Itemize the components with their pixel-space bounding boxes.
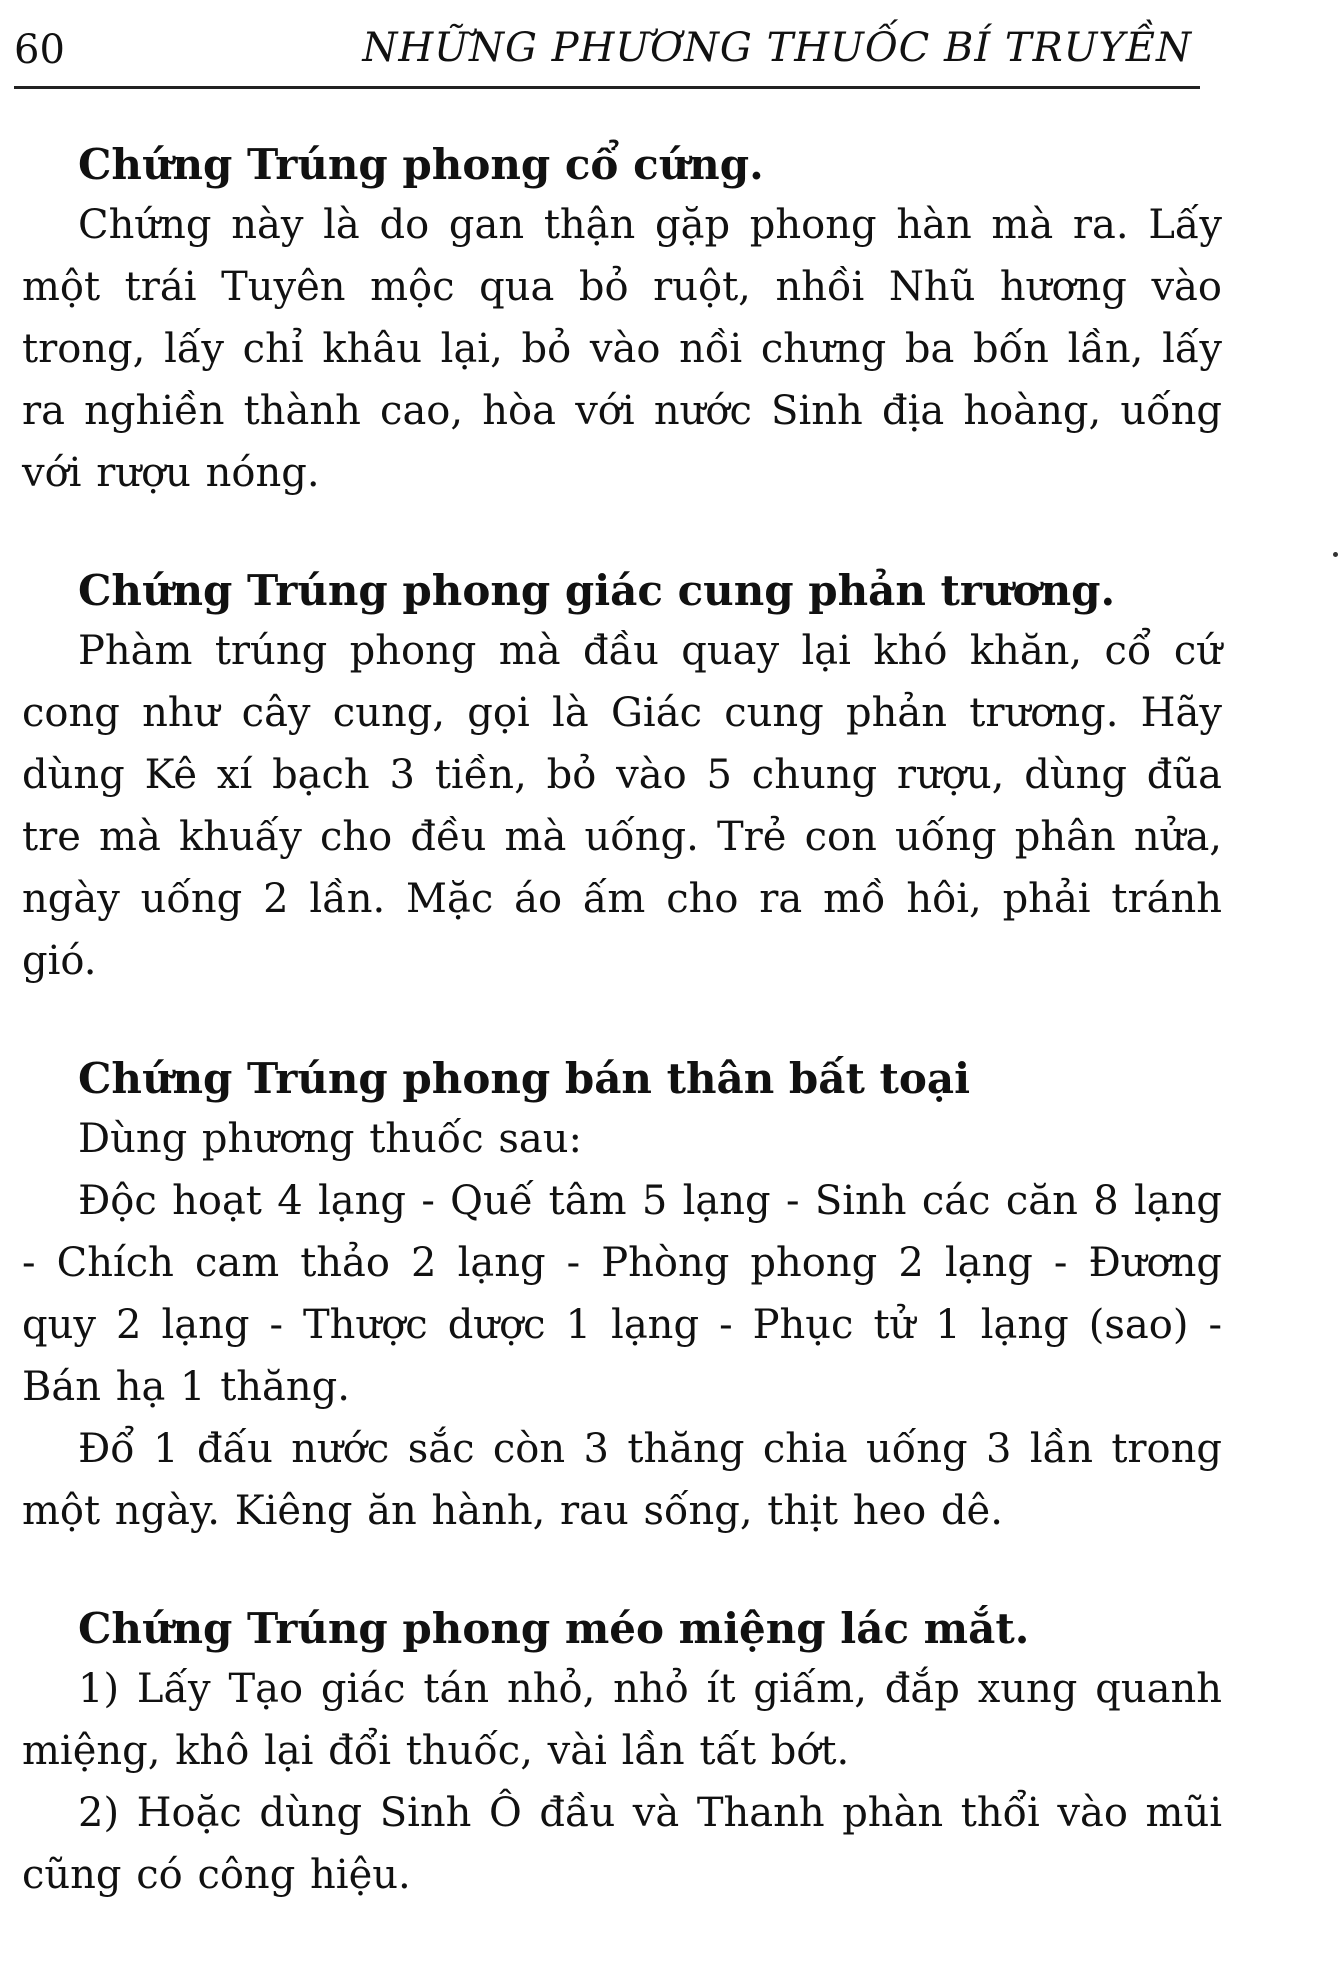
section-paragraph: Phàm trúng phong mà đầu quay lại khó khăn, cổ cứ cong như cây cung, gọi là Giác cung phản trương. Hãy dùng Kê xí bạch 3 tiền, bỏ vào 5 chung rượu, dùng đũa tre mà khuấy cho đều mà uống. Trẻ con uống phân nửa, ngày uống 2 lần. Mặc áo ấm cho ra mồ hôi, phải tránh gió. [22, 628, 1222, 984]
page-content [22, 136, 1222, 1964]
section-heading: Chứng Trúng phong giác cung phản trương. [78, 566, 1116, 615]
scan-speck [1333, 552, 1338, 557]
section-heading: Chứng Trúng phong cổ cứng. [78, 140, 764, 189]
numbered-remedy: 2) Hoặc dùng Sinh Ô đầu và Thanh phàn thổi vào mũi cũng có công hiệu. [22, 1790, 1222, 1898]
section-giac-cung-phan-truong [22, 562, 1222, 992]
section-heading: Chứng Trúng phong méo miệng lác mắt. [78, 1604, 1030, 1653]
page-header [14, 12, 1200, 92]
running-title: NHỮNG PHƯƠNG THUỐC BÍ TRUYỀN [362, 25, 1192, 71]
section-ban-than-bat-toai [22, 1050, 1222, 1542]
section-meo-mieng-lac-mat [22, 1600, 1222, 1906]
page-number: 60 [14, 27, 65, 73]
section-heading: Chứng Trúng phong bán thân bất toại [78, 1054, 971, 1103]
section-paragraph: Dùng phương thuốc sau: [78, 1116, 583, 1162]
section-co-cung [22, 136, 1222, 504]
numbered-remedy: 1) Lấy Tạo giác tán nhỏ, nhỏ ít giấm, đắp xung quanh miệng, khô lại đổi thuốc, vài lần tất bớt. [22, 1666, 1222, 1774]
section-paragraph: Đổ 1 đấu nước sắc còn 3 thăng chia uống 3 lần trong một ngày. Kiêng ăn hành, rau sống, thịt heo dê. [22, 1426, 1222, 1534]
ingredient-list: Độc hoạt 4 lạng - Quế tâm 5 lạng - Sinh các căn 8 lạng - Chích cam thảo 2 lạng - Phòng phong 2 lạng - Đương quy 2 lạng - Thược dược 1 lạng - Phục tử 1 lạng (sao) - Bán hạ 1 thăng. [22, 1178, 1222, 1410]
header-rule [14, 86, 1200, 89]
section-paragraph: Chứng này là do gan thận gặp phong hàn mà ra. Lấy một trái Tuyên mộc qua bỏ ruột, nhồi Nhũ hương vào trong, lấy chỉ khâu lại, bỏ vào nồi chưng ba bốn lần, lấy ra nghiền thành cao, hòa với nước Sinh địa hoàng, uống với rượu nóng. [22, 202, 1222, 496]
